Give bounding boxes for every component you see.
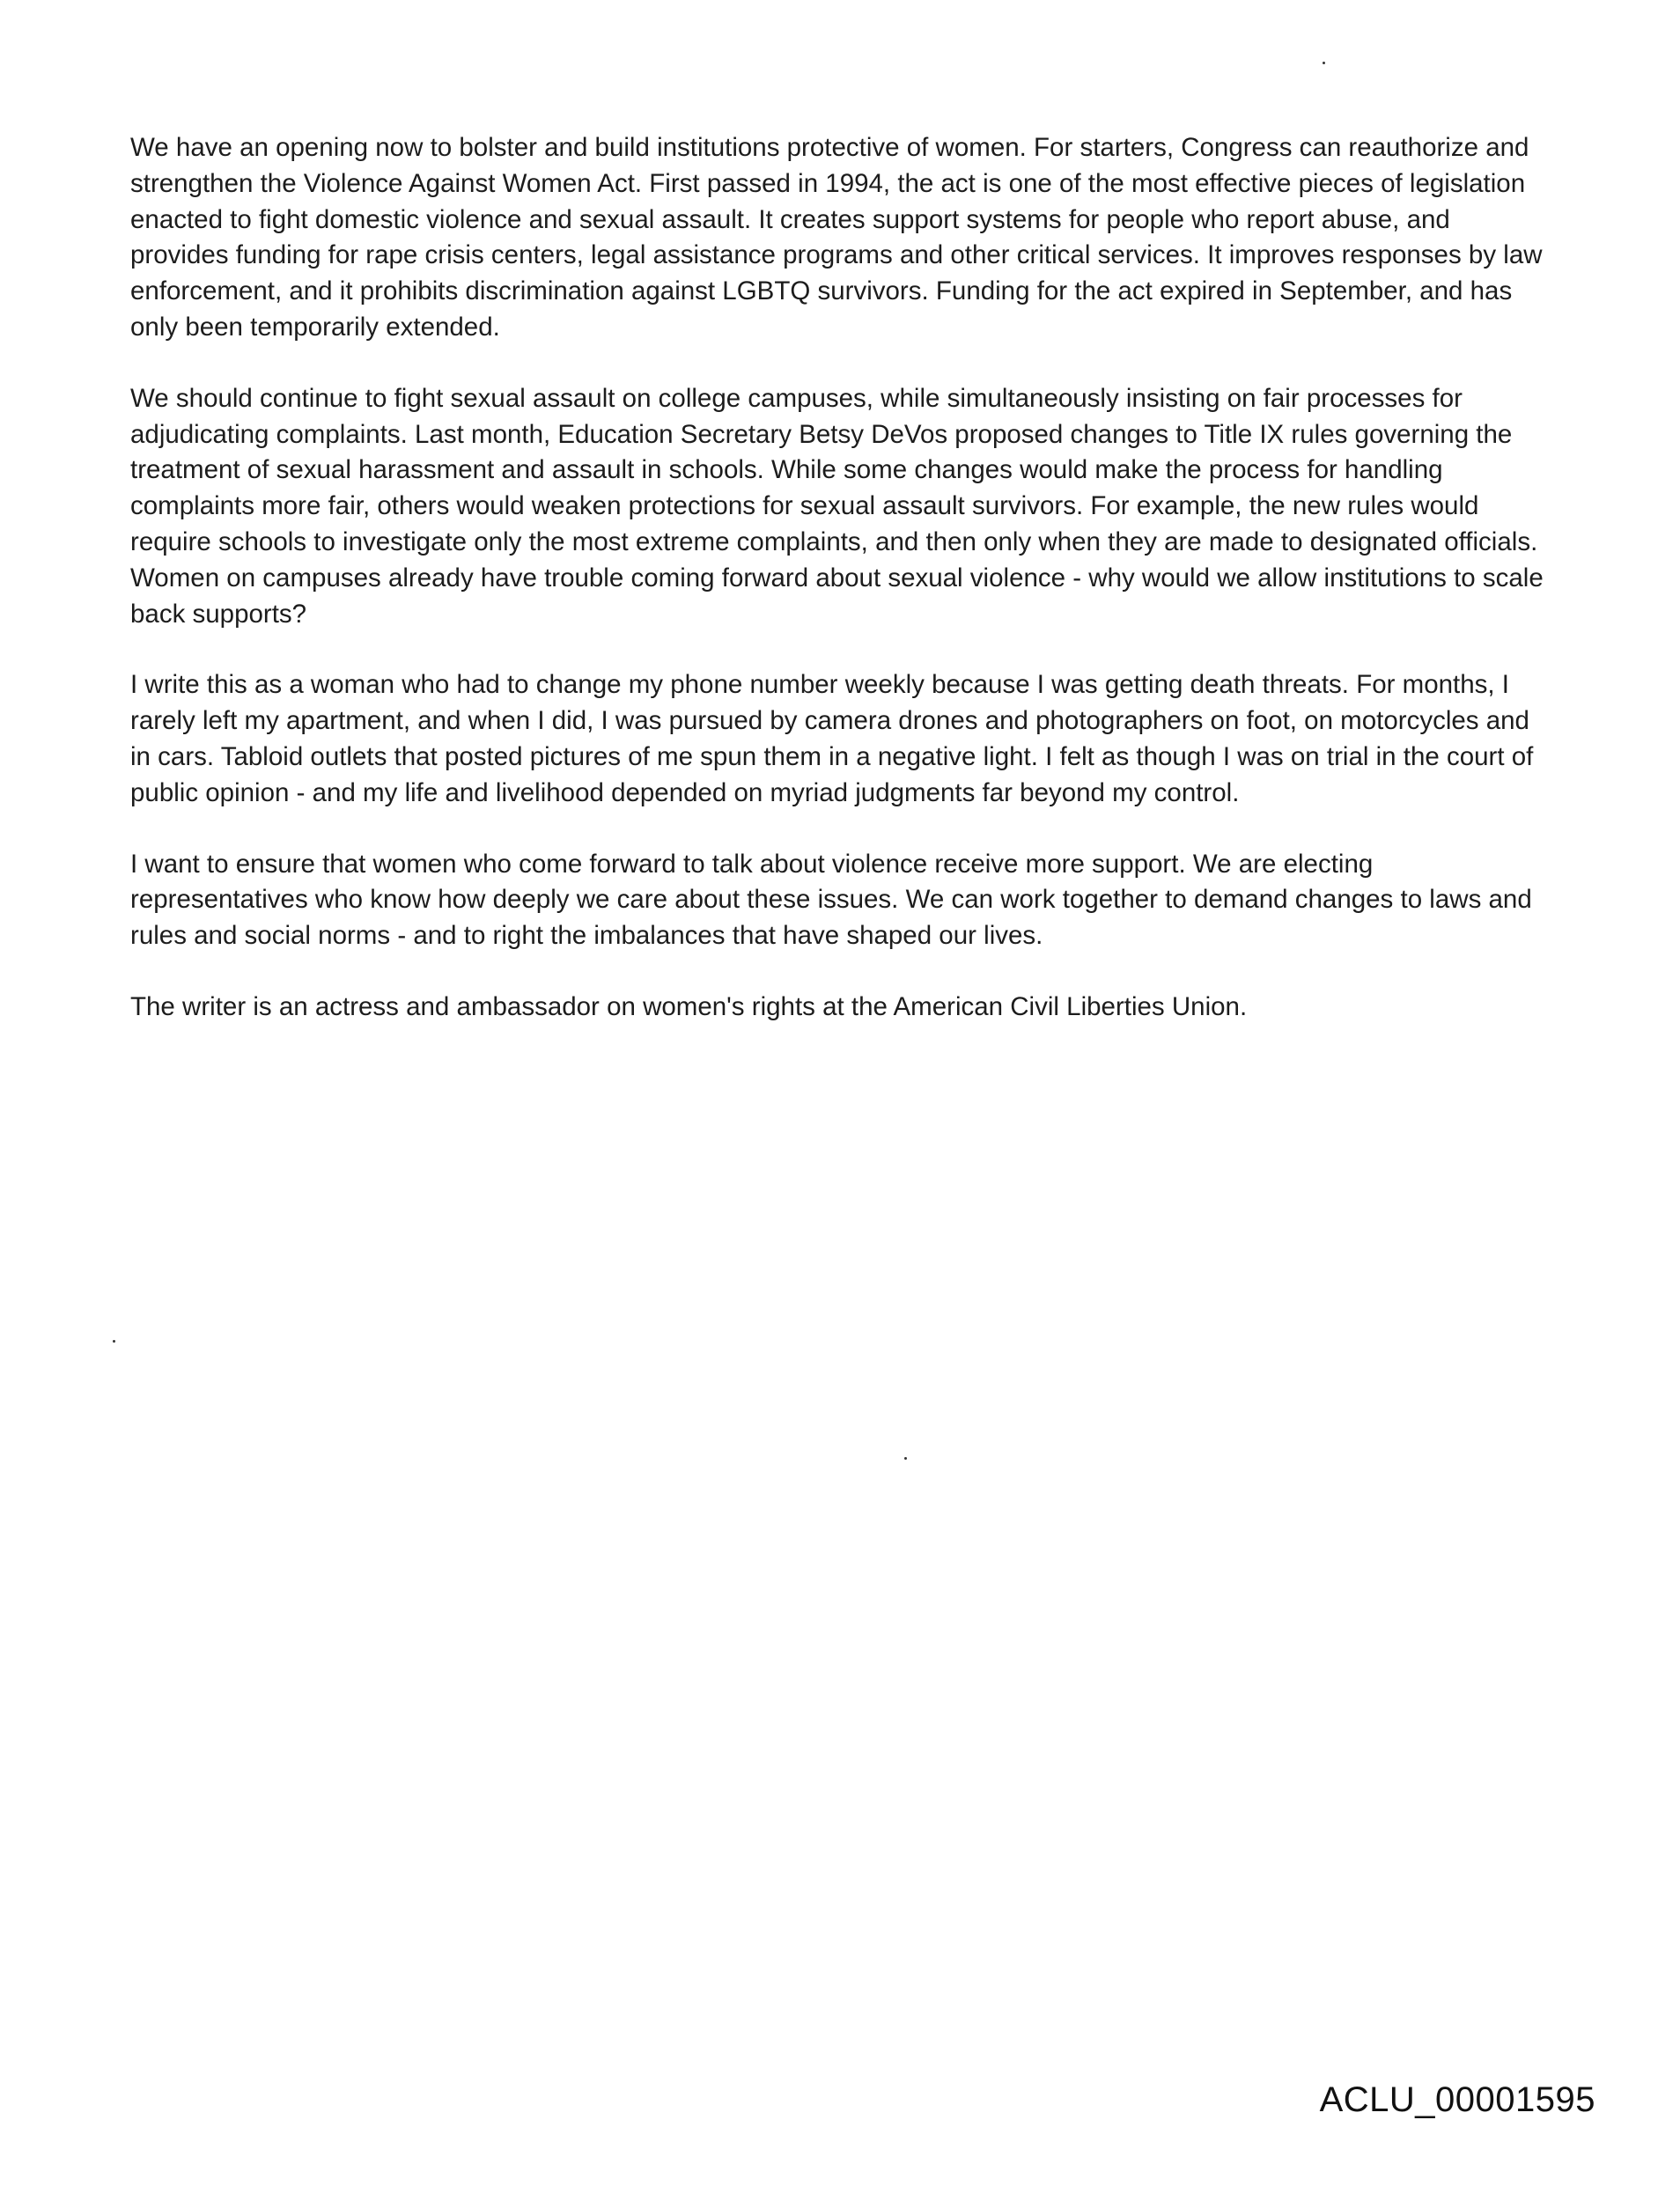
document-body	[130, 130, 1548, 1061]
scan-speck	[113, 1340, 115, 1343]
author-note: The writer is an actress and ambassador on women's rights at the American Civil Liberties Union.	[130, 991, 1248, 1021]
bates-number: ACLU_00001595	[1319, 2080, 1595, 2119]
paragraph-title-ix: We should continue to fight sexual assault on college campuses, while simultaneously insisting on fair processes for adjudicating complaints. Last month, Education Secretary Betsy DeVos proposed changes to Title IX rules governing the treatment of sexual harassment and assault in schools. While some changes would make the process for handling complaints more fair, others would weaken protections for sexual assault survivors. For example, the new rules would require schools to investigate only the most extreme complaints, and then only when they are made to designated officials. Women on campuses already have trouble coming forward about sexual violence - why would we allow institutions to scale back supports?	[130, 383, 1544, 629]
paragraph-personal-account: I write this as a woman who had to change my phone number weekly because I was getting death threats. For months, I rarely left my apartment, and when I did, I was pursued by camera drones and photographers on foot, on motorcycles and in cars. Tabloid outlets that posted pictures of me spun them in a negative light. I felt as though I was on trial in the court of public opinion - and my life and livelihood depended on myriad judgments far beyond my control.	[130, 670, 1534, 807]
paragraph-vawa: We have an opening now to bolster and build institutions protective of women. For starters, Congress can reauthorize and strengthen the Violence Against Women Act. First passed in 1994, the act is one of the most effective pieces of legislation enacted to fight domestic violence and sexual assault. It creates support systems for people who report abuse, and provides funding for rape crisis centers, legal assistance programs and other critical services. It improves responses by law enforcement, and it prohibits discrimination against LGBTQ survivors. Funding for the act expired in September, and has only been temporarily extended.	[130, 133, 1543, 342]
scan-speck	[904, 1457, 907, 1460]
paragraph-support: I want to ensure that women who come forward to talk about violence receive more support. We are electing representatives who know how deeply we care about these issues. We can work together to demand changes to laws and rules and social norms - and to right the imbalances that have shaped our lives.	[130, 849, 1532, 951]
scan-speck	[1323, 62, 1325, 64]
